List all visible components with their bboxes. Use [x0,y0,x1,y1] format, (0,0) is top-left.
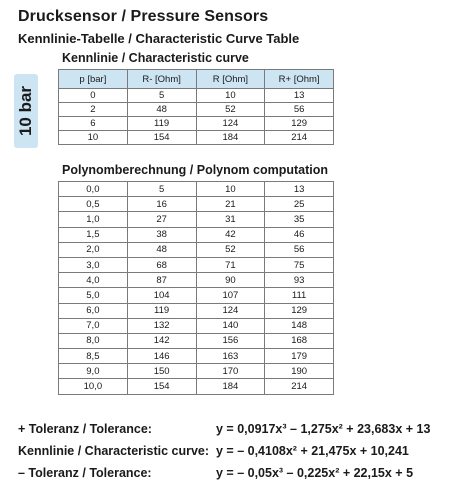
pressure-range-tab [14,74,38,148]
table-cell: 56 [265,103,334,117]
table-cell: 107 [196,288,265,303]
table-row [59,227,334,242]
table-cell: 75 [265,257,334,272]
table-cell: 90 [196,273,265,288]
table-cell: 35 [265,212,334,227]
table-header-row [59,70,334,89]
column-header: R- [Ohm] [127,70,196,89]
table-cell: 25 [265,197,334,212]
table-cell: 140 [196,318,265,333]
table-cell: 52 [196,242,265,257]
formula-label: Kennlinie / Characteristic curve: [18,444,210,458]
table-row [59,197,334,212]
table-cell: 0,0 [59,182,128,197]
table-cell: 48 [127,103,196,117]
table-cell: 46 [265,227,334,242]
table-cell: 10 [196,182,265,197]
table-cell: 124 [196,117,265,131]
table-cell: 214 [265,379,334,394]
table-cell: 2,0 [59,242,128,257]
table-row [59,349,334,364]
pressure-range-label: 10 bar [16,85,35,137]
table-cell: 142 [127,333,196,348]
curve-section-label: Kennlinie / Characteristic curve [62,51,249,65]
table-cell: 5,0 [59,288,128,303]
table-cell: 119 [127,303,196,318]
table-cell: 10 [196,89,265,103]
table-cell: 16 [127,197,196,212]
table-cell: 10 [59,131,128,145]
table-row [59,242,334,257]
table-cell: 13 [265,89,334,103]
formula-label: – Toleranz / Tolerance: [18,466,152,480]
table-row [59,364,334,379]
table-cell: 5 [127,182,196,197]
table-cell: 119 [127,117,196,131]
table-cell: 163 [196,349,265,364]
table-cell: 154 [127,131,196,145]
table-cell: 56 [265,242,334,257]
table-cell: 146 [127,349,196,364]
table-cell: 184 [196,379,265,394]
table-cell: 48 [127,242,196,257]
formula-equation: y = – 0,05x³ – 0,225x² + 22,15x + 5 [216,466,414,480]
table-cell: 154 [127,379,196,394]
formula-row [18,464,448,486]
table-cell: 104 [127,288,196,303]
table-cell: 42 [196,227,265,242]
page-title: Drucksensor / Pressure Sensors [18,8,269,25]
table-cell: 6 [59,117,128,131]
table-row [59,257,334,272]
table-cell: 27 [127,212,196,227]
table-cell: 111 [265,288,334,303]
table-cell: 0,5 [59,197,128,212]
page-subtitle: Kennlinie-Tabelle / Characteristic Curve Table [18,31,300,46]
formula-list [18,420,448,486]
table-cell: 52 [196,103,265,117]
formula-equation: y = – 0,4108x² + 21,475x + 10,241 [216,444,409,458]
table-cell: 6,0 [59,303,128,318]
table-cell: 129 [265,303,334,318]
table-cell: 21 [196,197,265,212]
table-cell: 184 [196,131,265,145]
table-row [59,212,334,227]
formula-row [18,442,448,464]
table-cell: 13 [265,182,334,197]
table-cell: 168 [265,333,334,348]
table-cell: 2 [59,103,128,117]
table-row [59,89,334,103]
table-cell: 87 [127,273,196,288]
table-row [59,117,334,131]
table-cell: 170 [196,364,265,379]
column-header: R+ [Ohm] [265,70,334,89]
polynom-section-label: Polynomberechnung / Polynom computation [62,163,328,177]
characteristic-curve-table [58,69,334,145]
table-cell: 0 [59,89,128,103]
table-cell: 31 [196,212,265,227]
table-row [59,273,334,288]
table-cell: 4,0 [59,273,128,288]
polynom-computation-table [58,181,334,395]
table-cell: 129 [265,117,334,131]
formula-row [18,420,448,442]
table-cell: 1,5 [59,227,128,242]
table-cell: 124 [196,303,265,318]
table-cell: 7,0 [59,318,128,333]
table-cell: 132 [127,318,196,333]
table-cell: 179 [265,349,334,364]
table-cell: 71 [196,257,265,272]
formula-equation: y = 0,0917x³ – 1,275x² + 23,683x + 13 [216,422,431,436]
table-row [59,333,334,348]
table-cell: 3,0 [59,257,128,272]
table-cell: 190 [265,364,334,379]
table-row [59,103,334,117]
table-row [59,303,334,318]
formula-label: + Toleranz / Tolerance: [18,422,152,436]
table-cell: 214 [265,131,334,145]
table-cell: 9,0 [59,364,128,379]
table-cell: 38 [127,227,196,242]
table-cell: 8,5 [59,349,128,364]
table-cell: 68 [127,257,196,272]
table-row [59,379,334,394]
table-cell: 148 [265,318,334,333]
table-cell: 8,0 [59,333,128,348]
table-cell: 150 [127,364,196,379]
column-header: R [Ohm] [196,70,265,89]
table-cell: 5 [127,89,196,103]
table-cell: 1,0 [59,212,128,227]
table-row [59,182,334,197]
table-row [59,318,334,333]
table-row [59,131,334,145]
table-cell: 156 [196,333,265,348]
table-row [59,288,334,303]
column-header: p [bar] [59,70,128,89]
table-cell: 93 [265,273,334,288]
table-cell: 10,0 [59,379,128,394]
